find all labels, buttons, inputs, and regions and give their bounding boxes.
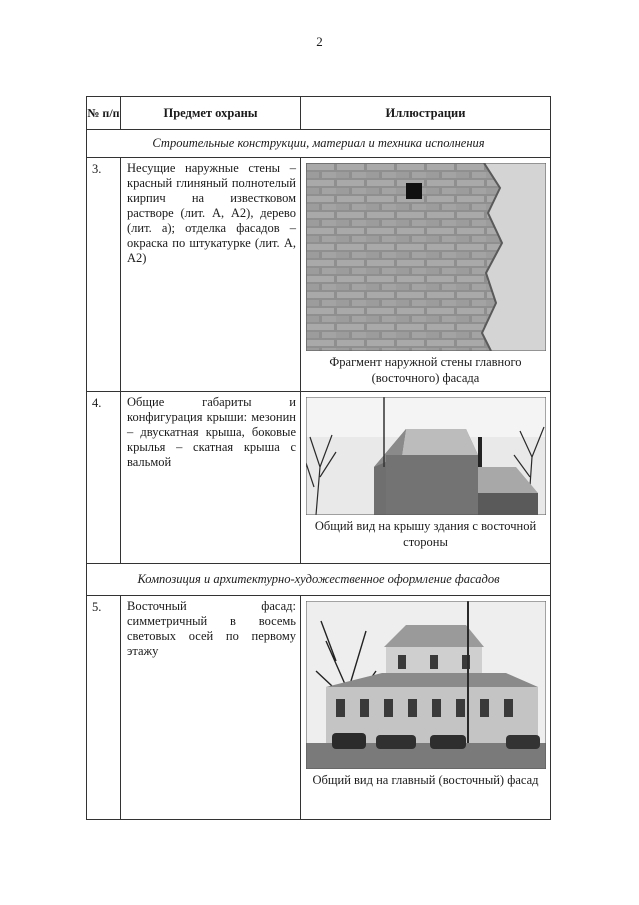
row-number: 4. — [87, 392, 121, 564]
illustration-cell — [301, 158, 551, 392]
photo-caption: Фрагмент наружной стены главного (восточного) фасада — [329, 355, 522, 385]
illustration-cell — [301, 392, 551, 564]
row-subject: Общие габариты и конфигурация крыши: мезонин – двускатная крыша, боковые крылья – скатная крыша с вальмой — [121, 392, 301, 564]
table-header-row — [87, 97, 551, 130]
table-row — [87, 596, 551, 820]
header-illustrations: Иллюстрации — [301, 97, 551, 130]
roof-view-photo — [306, 397, 546, 515]
section-title-facades: Композиция и архитектурно-художественное оформление фасадов — [87, 564, 551, 596]
facade-view-photo — [306, 601, 546, 769]
row-number: 3. — [87, 158, 121, 392]
row-number: 5. — [87, 596, 121, 820]
page-number: 2 — [316, 34, 323, 49]
brick-wall-photo — [306, 163, 546, 351]
row-subject: Несущие наружные стены – красный глиняный полнотелый кирпич на известковом растворе (лит. А, А2), дерево (лит. а); отделка фасадов – окраска по штукатурке (лит. А, А2) — [121, 158, 301, 392]
table-row — [87, 392, 551, 564]
illustration-cell — [301, 596, 551, 820]
protection-table — [86, 96, 551, 820]
section-title-constructions: Строительные конструкции, материал и техника исполнения — [87, 130, 551, 158]
header-num: № п/п — [87, 97, 121, 130]
section-row — [87, 130, 551, 158]
section-row — [87, 564, 551, 596]
photo-caption: Общий вид на главный (восточный) фасад — [312, 773, 539, 787]
photo-caption: Общий вид на крышу здания с восточной стороны — [314, 519, 537, 549]
row-subject: Восточный фасад: симметричный в восемь световых осей по первому этажу — [121, 596, 301, 820]
table-row — [87, 158, 551, 392]
header-subject: Предмет охраны — [121, 97, 301, 130]
